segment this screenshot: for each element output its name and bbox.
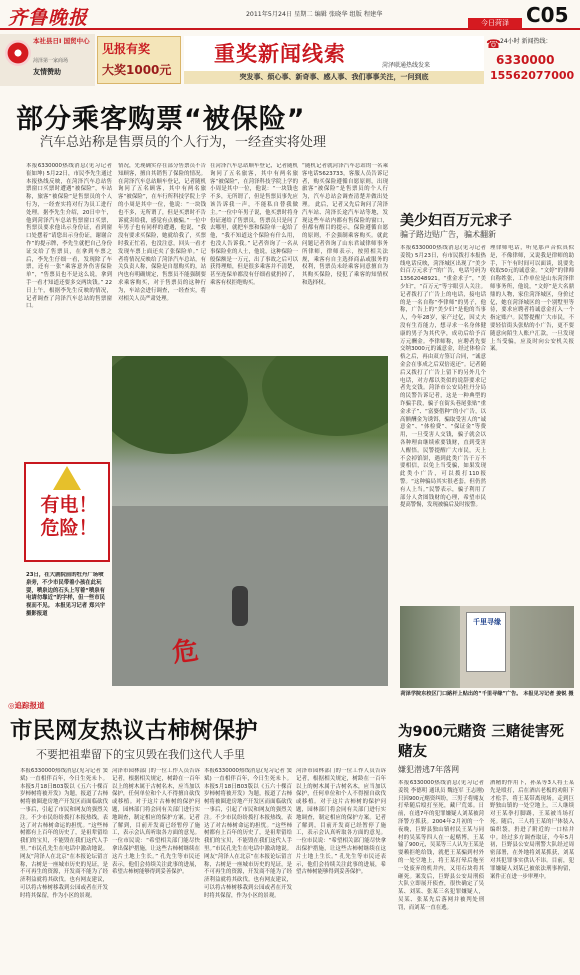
hotline-block: [486, 36, 580, 84]
center-sub2: 友情赞助: [33, 68, 61, 76]
hotline-label: 24小时 新闻热线：: [500, 38, 552, 45]
banner-tags: 突发事、烦心事、新奇事、感人事、我们事事关注，一问到底: [184, 71, 484, 84]
story2-body: 本报6330000热线消息(见习记者 姜锐) 5月23日，有市民拨打本报热线电话反映，菏泽城区出现了“美少妇百万元求子”的广告，电话号码为13562048921。“重金求子”，“美少妇”，“百万元”等字眼引人关注。记者拨打了广告上的电话，接电话的是一名自称“李律师”的男子，他称，广告上的“美少妇”是他的当事人，今年28岁，家产过亿，因丈夫没有生育能力，想寻求一名身体健康的男子为其代孕，成功后给予百万元酬金。李律师称，应聘者先要交纳3000元的诚意金，经过体检合格之后，再由双方签订合同，“诚意金会在事成之后双倍返还”。记者随后又拨打了广告上留下的另外几个电话，对方都以类似的说辞要求记者先交钱。菏泽市公安局牡丹分局的民警告诉记者，这是一种典型的诈骗手段，骗子在街头巷尾张贴“重金求子”、“富婆借种”的小广告，以高额酬金为诱饵，骗取受害人的“诚意金”、“体检费”、“保证金”等费用，一旦受害人交钱，骗子就会以各种理由继续索要钱财，直到受害人醒悟。民警提醒广大市民，天上不会掉馅饼，遇到此类广告千万不要相信，以免上当受骗，如果发现此类小广告，可以拨打110报警。“这种骗局其实很老套，但仍然有人上当。”民警表示，骗子利用了部分人贪图钱财的心理，希望市民提高警惕，发现被骗后及时报警。: [400, 245, 486, 509]
story4-title: 市民网友热议古柿树保护: [10, 718, 258, 744]
danger-sign-text: 有电！危险！: [40, 494, 98, 539]
lead-col-1: 本报6330000热线消息(见习记者 崔如坤) 5月22日，市民李先生通过本报热线反映，在菏泽汽车总站售票窗口买票时遭遇“被保险”，车站称，旅客“被保险”是售票员的个人行为，一经查实将对行为员工进行处理。据李先生介绍，20日中午，他到菏泽汽车总站售票窗口买票，售票员要求他出示身份证，看到窗口处摆着“请您出示身份证，谢谢合作”的提示牌，李先生就把自己身份证交给了售票员，在拿到车票之后，李先生仔细一看，发现除了车票，还有一张“乘客意外伤害保险单”，“售票员也不是这么说，拿到手一看才知道还要多交两块钱。” 22日上午，根据李先生反映的情况，记者调查了菏泽汽车总站的售票窗口。: [26, 163, 112, 310]
poster-sign-text: 千里寻缘: [473, 618, 501, 626]
masthead: [0, 0, 580, 30]
page-code: C05: [526, 3, 569, 27]
banner-headline: 重奖新闻线索: [214, 42, 346, 66]
story4-col-3: 本报6330000热线消息(见习记者 窦斌) 一直相伴百年，今日生死未卜。本报5月18日B03版以《五六十棵百岁柿树将被开发》为题，报道了古柿树将被圈进房地产开发区而面临砍伐一事后，引起了市民和网友的强烈关注。不少市民纷纷拨打本报热线，表达了对古柿树命运的担忧。“这些柿树都有上百年的历史了，是祖辈留给我们的宝贝，不能毁在我们这代人手里。”市民孔先生在电话中激动地说。网友“菏泽人在北京”在本报论坛留言称，古树是一座城市历史的见证，是不可再生的资源，开发商不能为了经济利益就将其砍伐。也有网友建议，可以将古柿树移栽到公园或者在开发时将其保留，作为小区的景观。: [204, 768, 292, 899]
photo2-caption: 菏泽学院东校区门口路杆上贴出的“千里寻缘”广告。 本报见习记者 姜锐 摄: [400, 691, 574, 697]
story4-col-4: 菏泽市园林部门的一位工作人员告诉记者，根据相关规定，树龄在一百年以上的树木属于古树名木，应当加以保护，任何单位和个人不得擅自砍伐或移植。对于这片古柿树的保护问题，园林部门将会同有关部门进行实地调查，制定相应的保护方案。记者了解到，目前开发商已经暂停了施工，表示会认真听取各方面的意见。一位市民说：“希望相关部门能尽快拿出保护措施，让这些古柿树继续在这片土地上生长。” 孔先生等市民还表示，他们会持续关注此事的进展，希望古柿树能够得到妥善保护。: [296, 768, 386, 876]
story2-body-b: 理律师电话，听见那声音似真似是，不像律师，又说我是律师的助手，下午有时间可以面谈，说要先收取50元的诚意金。“文婷”的律师自称姓张，工作单位是山东菏泽律师事务所，他说，“文婷”是大名鼎鼎的人物，家住菏泽城区，身价过亿，她在菏泽城区的一个别墅里等待，要求应聘者将诚意金打入一个指定账户。民警提醒广大市民，不要轻信街头张贴的小广告，更不要随意向陌生人账户汇款，一旦发现上当受骗，应及时向公安机关报案。: [490, 245, 574, 353]
masthead-logo: 齐鲁晚报: [8, 7, 89, 29]
headline-block: [184, 36, 484, 84]
fountain-pool: [112, 506, 388, 686]
story4-col-1: 本报6330000热线消息(见习记者 窦斌) 一直相伴百年，今日生死未卜。本报5月18日B03版以《五六十棵百岁柿树将被开发》为题，报道了古柿树将被圈进房地产开发区而面临砍伐一事后，引起了市民和网友的强烈关注。不少市民纷纷拨打本报热线，表达了对古柿树命运的担忧。“这些柿树都有上百年的历史了，是祖辈留给我们的宝贝，不能毁在我们这代人手里。”市民孔先生在电话中激动地说。网友“菏泽人在北京”在本报论坛留言称，古树是一座城市历史的见证，是不可再生的资源，开发商不能为了经济利益就将其砍伐。也有网友建议，可以将古柿树移栽到公园或者在开发时将其保留，作为小区的景观。: [20, 768, 108, 899]
fountain-photo: [112, 356, 388, 686]
lead-col-4: “随机记者就菏泽汽车总站的一名乘客电话5623733，客服人员告诉记者，购买保险遵循自愿原则，出现旅客“被保险”是售票员的个人行为，汽车总站会调查清楚并做出处理。 此后，记者又先后询问了菏泽汽车站、菏泽长途汽车站等地，发现这些车站内都有售保险的窗口，但都有醒目的提示，保险遵循自愿的原则，不会强制乘客购买。就此问题记者咨询了山东君诚律师事务所律师，律师表示，按照相关法规，乘客有自主选择商品或服务的权利，售票员未经乘客同意擅自为其购买保险，侵犯了乘客的知情权和选择权。: [302, 163, 388, 286]
center-name: 本社县日Ⅰ 国贸中心: [33, 37, 90, 45]
hotline-2: 15562077000: [490, 69, 575, 82]
phone-icon: ☎: [486, 37, 501, 51]
poster-photo: [400, 606, 574, 688]
photo1-caption: 23日，在大剧院前的牡丹广场喷泉旁，不少市民带着小孩在此玩耍，喷泉边的石头上写着“喷泉有电请勿靠近”的字样，但一些市民视而不见。 本报见习记者 郑兴宇 摄影报道: [26, 572, 106, 617]
story4-subtitle: 不要把祖辈留下的宝贝毁在我们这代人手里: [36, 748, 245, 761]
stone-warning-text: 危: [170, 635, 201, 669]
story3-subtitle: 嫌犯潜逃7年落网: [398, 765, 460, 774]
story4-kicker: ◎追踪报道: [8, 701, 45, 710]
masthead-date-line: 2011年5月24日 星期二 编辑 张晓华 组版 程建华: [246, 11, 383, 18]
guomao-logo-block: [0, 34, 95, 86]
story2-subtitle: 骗子路边贴广告，骗术翻新: [400, 230, 496, 239]
reward-label: 见报有奖: [102, 42, 151, 56]
hotline-1: 6330000: [496, 53, 555, 67]
section-tag: 今日菏泽: [468, 18, 522, 29]
flower-icon: [5, 40, 31, 66]
lightning-icon: [53, 466, 81, 490]
danger-sign-inset: [24, 462, 110, 562]
story2-title: 美少妇百万元求子: [400, 213, 512, 229]
tree-shape: [262, 356, 388, 436]
story4-col-2: 菏泽市园林部门的一位工作人员告诉记者，根据相关规定，树龄在一百年以上的树木属于古树名木，应当加以保护，任何单位和个人不得擅自砍伐或移植。对于这片古柿树的保护问题，园林部门将会同有关部门进行实地调查，制定相应的保护方案。记者了解到，目前开发商已经暂停了施工，表示会认真听取各方面的意见。一位市民说：“希望相关部门能尽快拿出保护措施，让这些古柿树继续在这片土地上生长。” 孔先生等市民还表示，他们会持续关注此事的进展，希望古柿树能够得到妥善保护。: [112, 768, 200, 876]
poster-sign: [466, 612, 506, 672]
reward-block: [97, 36, 181, 84]
story3-body: 本报6330000热线消息(见习记者 姜锐 李德明 通讯员 魏连军 王志刚) 只因900元赌资纠纷，三男子将赌友打晕随后殴打至死，藏尸荒郊。日前，在逃7年的犯罪嫌疑人刘某被菏泽警方抓获。2004年2月初的一个夜晚，巨野县独山镇村民王某与同村的吴某等四人在一起赌博，王某输了900元，吴某等三人认为王某是耍赖拒绝给钱，就把王某骗到村外的一处空地上，将王某打晕后拖至一处废弃的机井内，又用石块将其砸死。案发后，巨野县公安局刑侦大队立即展开侦查，很快确定了吴某、刘某、张某三名犯罪嫌疑人，吴某、张某先后落网并被判处刑罚，而刘某一直在逃。: [398, 780, 484, 911]
story3-title: 为900元赌资 三赌徒害死赌友: [398, 724, 564, 760]
lead-col-2: 情况，先现确实存在部分售票员不告知顾客，擅自其销售了保险的情况。在菏泽汽车总站顺车登记，记者随机询问了五名顾客，其中有两名旅客“被保险”，在车行所科技学院上学的小周是其中一位，他说：“一块钱也不多，无所谓了，但是买票时不告诉就卖给我，感觉有点被骗。”一位中年男子也有同样的遭遇，他说，“我没有要求买保险，她就给我了，买票时我正忙着，也没注意，回头一看才发现车票上面还夹了张保险单。” 记者将情况反映给了菏泽汽车总站，有关负责人称，保险是自愿购买的，站内也有明确规定，售票员不能强制要求乘客购买，对于售票员的这种行为，车站会进行调查，一经查实，将对相关人员严肃处理。: [118, 163, 206, 302]
story3-body-b: 酒精的作用下，孙某等3人将王某先是殴打，后在酒店老板的劝阻下才松手，将王某带离现场。走到巨野独山镇的一处空地上，三人继续对王某拳打脚踢，王某被当场打死。随后，三人将王某的尸体装入编织袋，扔进了附近的一口枯井中。经过多方调查取证，今年5月初，巨野县公安局刑警大队经过周密部署，在外地将刘某抓获，刘某对其犯罪事实供认不讳。目前，犯罪嫌疑人刘某已被依法刑事拘留，案件正在进一步审理中。: [490, 780, 574, 880]
center-sub1: 菏泽第一家商场: [33, 58, 69, 64]
lead-title: 部分乘客购票“被保险”: [16, 104, 306, 135]
tree-shape: [112, 356, 248, 454]
reward-amount: 大奖1000元: [102, 63, 172, 77]
hotline-banner: [0, 34, 580, 86]
boy-figure: [232, 586, 248, 626]
lead-subtitle: 汽车总站称是售票员的个人行为，一经查实将处理: [40, 135, 327, 150]
banner-paper-line: 菏泽联通热线发来: [382, 62, 431, 69]
lead-col-3: 在菏泽汽车总站顺车登记，记者随机询问了五名旅客，其中有两名旅客“被保险”，在菏泽科技学院上学的小周是其中一位，他说：“一块钱也不多，无所谓了，但是售票员事先应该告诉我一声，不能私自替我做主。”一位中年男子说，他买票时将身份证递给了售票员，售票员只是问了去哪里，就把车票和保险单一起给了他，“我不知道这个保险有什么用，也没人告诉我。” 记者咨询了一名从事保险业的人士，他说，这种保险一般保额是一万元，出了事故之后可以获得理赔，但是很多乘客并不清楚，甚至连保单都没有仔细看就扔掉了，乘客有权拒绝购买。: [210, 163, 298, 286]
